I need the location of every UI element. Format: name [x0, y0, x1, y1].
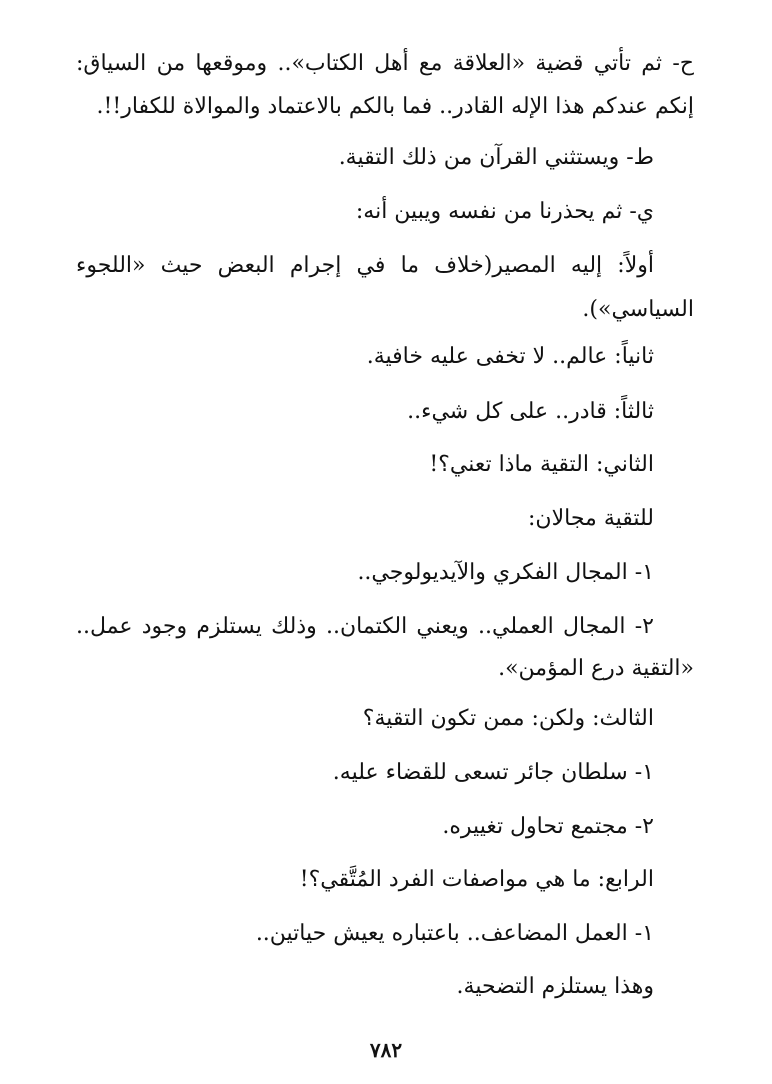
text-line-6: السياسي»).: [582, 297, 694, 322]
text-line-8: ثالثاً: قادر.. على كل شيء..: [407, 399, 654, 424]
text-line-18: ١- العمل المضاعف.. باعتباره يعيش حياتين..: [255, 921, 654, 946]
text-line-9: الثاني: التقية ماذا تعني؟!: [429, 452, 654, 477]
text-line-15: ١- سلطان جائر تسعى للقضاء عليه.: [332, 760, 654, 785]
text-line-11: ١- المجال الفكري والآيديولوجي..: [357, 560, 654, 585]
text-line-12: ٢- المجال العملي.. ويعني الكتمان.. وذلك يستلزم وجود عمل..: [76, 614, 654, 639]
text-line-13: «التقية درع المؤمن».: [498, 656, 694, 681]
text-line-19: وهذا يستلزم التضحية.: [456, 974, 654, 999]
text-line-3: ط- ويستثني القرآن من ذلك التقية.: [338, 145, 654, 170]
text-line-14: الثالث: ولكن: ممن تكون التقية؟: [362, 706, 654, 731]
text-line-2: إنكم عندكم هذا الإله القادر.. فما بالكم بالاعتماد والموالاة للكفار!!.: [96, 94, 694, 119]
text-line-1: ح- ثم تأتي قضية «العلاقة مع أهل الكتاب».. وموقعها من السياق:: [76, 51, 694, 76]
page-number: ٧٨٢: [369, 1038, 403, 1062]
text-line-7: ثانياً: عالم.. لا تخفى عليه خافية.: [366, 344, 654, 369]
text-line-10: للتقية مجالان:: [528, 506, 654, 531]
text-line-16: ٢- مجتمع تحاول تغييره.: [442, 814, 654, 839]
text-line-17: الرابع: ما هي مواصفات الفرد المُتَّقي؟!: [299, 867, 654, 892]
text-line-4: ي- ثم يحذرنا من نفسه ويبين أنه:: [355, 199, 654, 224]
text-line-5: أولاً: إليه المصير(خلاف ما في إجرام البعض حيث «اللجوء: [76, 253, 654, 278]
